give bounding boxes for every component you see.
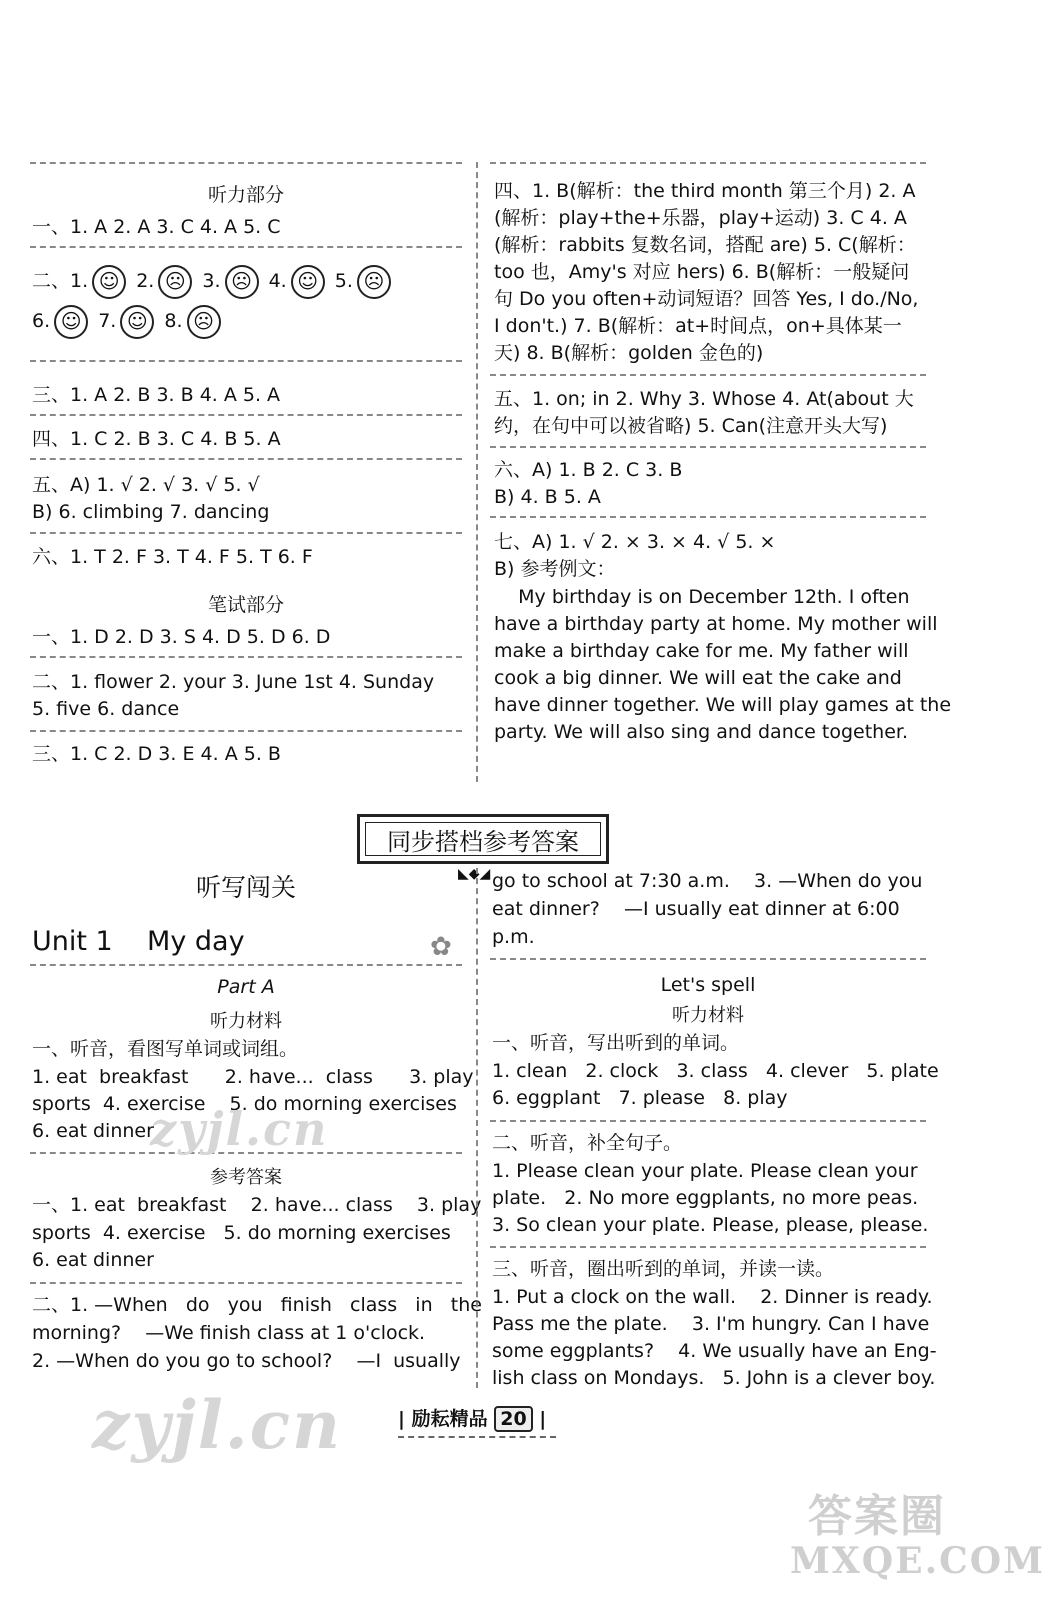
smile-face-icon: ☺ xyxy=(92,265,126,299)
answer-line: 天) 8. B(解析：golden 金色的) xyxy=(494,342,764,364)
material-line: Pass me the plate. 3. I'm hungry. Can I have xyxy=(492,1313,930,1335)
answer-row: 三、1. A 2. B 3. B 4. A 5. A xyxy=(32,384,281,406)
question-title: 一、听音，写出听到的单词。 xyxy=(492,1032,740,1054)
divider xyxy=(490,1246,926,1248)
column-divider xyxy=(476,162,478,782)
section-heading: 听写闯关 xyxy=(195,873,296,902)
material-line: plate. 2. No more eggplants, no more peas. xyxy=(492,1187,919,1209)
answer-line: 6. eat dinner xyxy=(32,1249,154,1271)
answer-row: 四、1. C 2. B 3. C 4. B 5. A xyxy=(32,428,281,450)
answer-row: 二、1. flower 2. your 3. June 1st 4. Sunday xyxy=(32,671,435,693)
divider xyxy=(30,964,462,966)
item-number: 7. xyxy=(98,310,117,332)
material-line: 1. eat breakfast 2. have... class 3. play xyxy=(32,1066,474,1088)
footer-brand: 励耘精品 xyxy=(411,1408,488,1430)
divider xyxy=(490,374,926,376)
item-number: 5. xyxy=(334,270,353,292)
smile-face-icon: ☺ xyxy=(291,265,325,299)
answer-row: B) 6. climbing 7. dancing xyxy=(32,501,270,523)
answer-line: eat dinner? —I usually eat dinner at 6:00 xyxy=(492,898,900,920)
answer-line: sports 4. exercise 5. do morning exercises xyxy=(32,1222,451,1244)
answer-line: 六、A) 1. B 2. C 3. B xyxy=(494,459,683,481)
divider xyxy=(490,1120,926,1122)
item-number: 2. xyxy=(136,270,155,292)
heading-written: 笔试部分 xyxy=(207,594,284,616)
essay-line: cook a big dinner. We will eat the cake and xyxy=(494,667,902,689)
answer-line: (解析：play+the+乐器，play+运动) 3. C 4. A xyxy=(494,207,907,229)
divider xyxy=(490,446,926,448)
page-number: 20 xyxy=(494,1406,532,1432)
footer-bar: | xyxy=(539,1408,547,1430)
divider xyxy=(490,516,926,518)
answer-line: p.m. xyxy=(492,926,535,948)
answer-line: 七、A) 1. √ 2. × 3. × 4. √ 5. × xyxy=(494,531,776,553)
column-divider xyxy=(476,868,478,1388)
watermark: zyjl.cn xyxy=(150,1102,329,1156)
material-line: 6. eat dinner xyxy=(32,1120,154,1142)
face-row-1 xyxy=(32,264,395,299)
divider xyxy=(30,1282,462,1284)
ornament-icon: ◣◆◢ xyxy=(458,866,491,882)
divider xyxy=(30,730,462,732)
question-title: 一、听音，看图写单词或词组。 xyxy=(32,1038,299,1060)
item-number: 6. xyxy=(32,310,51,332)
material-heading: 听力材料 xyxy=(672,1005,744,1026)
divider xyxy=(490,958,926,960)
watermark: MXQE.COM xyxy=(790,1540,1045,1582)
divider xyxy=(30,246,462,248)
material-line: 6. eggplant 7. please 8. play xyxy=(492,1087,788,1109)
unit-title: Unit 1 My day xyxy=(32,926,245,957)
divider xyxy=(30,458,462,460)
item-number: 8. xyxy=(164,310,183,332)
divider xyxy=(30,414,462,416)
page-footer xyxy=(398,1404,558,1434)
smile-face-icon: ☺ xyxy=(54,305,88,339)
answer-row: 5. five 6. dance xyxy=(32,698,180,720)
sad-face-icon: ☹ xyxy=(357,265,391,299)
answer-line: 2. —When do you go to school? —I usually xyxy=(32,1350,461,1372)
answer-line: I don't.) 7. B(解析：at+时间点，on+具体某一 xyxy=(494,315,902,337)
heading-listening: 听力部分 xyxy=(207,184,284,206)
answer-line: morning? —We finish class at 1 o'clock. xyxy=(32,1322,426,1344)
material-line: 3. So clean your plate. Please, please, please. xyxy=(492,1214,929,1236)
material-line: lish class on Mondays. 5. John is a clever boy. xyxy=(492,1367,936,1389)
answer-line: 句 Do you often+动词短语？回答 Yes, I do./No, xyxy=(494,288,919,310)
essay-line: have a birthday party at home. My mother will xyxy=(494,613,938,635)
spell-heading: Let's spell xyxy=(660,974,756,996)
watermark: 答案圈 xyxy=(808,1491,946,1542)
face-row-prefix: 二、1. xyxy=(32,270,89,292)
answer-line: 四、1. B(解析：the third month 第三个月) 2. A xyxy=(494,180,916,202)
answer-line: 五、1. on; in 2. Why 3. Whose 4. At(about 大 xyxy=(494,388,914,410)
sad-face-icon: ☹ xyxy=(225,265,259,299)
answer-line: B) 4. B 5. A xyxy=(494,486,601,508)
divider xyxy=(490,162,926,164)
banner-title: 同步搭档参考答案 xyxy=(365,822,601,856)
divider xyxy=(30,532,462,534)
essay-line: My birthday is on December 12th. I often xyxy=(494,586,910,608)
question-title: 三、听音，圈出听到的单词，并读一读。 xyxy=(492,1258,835,1280)
smile-face-icon: ☺ xyxy=(120,305,154,339)
material-line: sports 4. exercise 5. do morning exercises xyxy=(32,1093,457,1115)
divider xyxy=(30,656,462,658)
divider xyxy=(30,162,462,164)
answer-line: (解析：rabbits 复数名词，搭配 are) 5. C(解析： xyxy=(494,234,916,256)
answer-row: 六、1. T 2. F 3. T 4. F 5. T 6. F xyxy=(32,546,313,568)
star-icon: ✿ xyxy=(430,932,452,962)
footer-bar: | xyxy=(398,1408,405,1430)
sad-face-icon: ☹ xyxy=(158,265,192,299)
item-number: 3. xyxy=(202,270,221,292)
face-row-2 xyxy=(32,304,225,339)
material-line: some eggplants? 4. We usually have an Eng- xyxy=(492,1340,937,1362)
footer-rule xyxy=(398,1436,556,1438)
sad-face-icon: ☹ xyxy=(187,305,221,339)
answer-row: 一、1. A 2. A 3. C 4. A 5. C xyxy=(32,216,281,238)
question-title: 二、听音，补全句子。 xyxy=(492,1132,683,1154)
divider xyxy=(30,360,462,362)
answer-heading: 参考答案 xyxy=(210,1167,282,1188)
material-line: 1. clean 2. clock 3. class 4. clever 5. plate xyxy=(492,1060,939,1082)
answer-line: B) 参考例文： xyxy=(494,558,616,580)
answer-line: go to school at 7:30 a.m. 3. —When do you xyxy=(492,870,923,892)
material-line: 1. Put a clock on the wall. 2. Dinner is ready. xyxy=(492,1286,933,1308)
answer-line: 一、1. eat breakfast 2. have... class 3. play xyxy=(32,1194,482,1216)
material-line: 1. Please clean your plate. Please clean your xyxy=(492,1160,918,1182)
material-heading: 听力材料 xyxy=(210,1011,282,1032)
watermark: zyjl.cn xyxy=(92,1386,342,1464)
answer-line: 约，在句中可以被省略) 5. Can(注意开头大写) xyxy=(494,415,888,437)
section-banner xyxy=(357,814,609,864)
essay-line: have dinner together. We will play games at the xyxy=(494,694,952,716)
answer-row: 五、A) 1. √ 2. √ 3. √ 5. √ xyxy=(32,474,260,496)
answer-line: 二、1. —When do you finish class in the xyxy=(32,1294,482,1316)
answer-row: 一、1. D 2. D 3. S 4. D 5. D 6. D xyxy=(32,626,331,648)
answer-line: too 也，Amy's 对应 hers) 6. B(解析：一般疑问 xyxy=(494,261,910,283)
part-label: Part A xyxy=(217,976,275,998)
essay-line: make a birthday cake for me. My father will xyxy=(494,640,909,662)
answer-row: 三、1. C 2. D 3. E 4. A 5. B xyxy=(32,743,281,765)
essay-line: party. We will also sing and dance together. xyxy=(494,721,909,743)
item-number: 4. xyxy=(268,270,287,292)
